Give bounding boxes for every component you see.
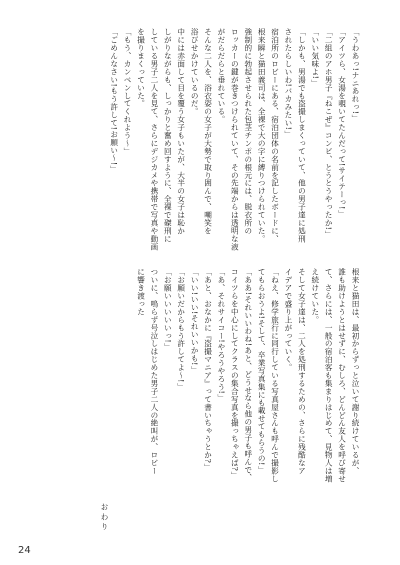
- text-line: 浴びせかけているのだ。: [190, 28, 200, 116]
- text-line: 中には赤面して目を覆う女子もいたが、大半の女子は恥か: [176, 28, 186, 235]
- text-line: 「お願いだからもう許してよ〜!」: [176, 268, 186, 391]
- text-line: されたらしいわ!バカみたい!」: [283, 28, 293, 139]
- text-line: を撮りまくっていた。: [136, 28, 146, 108]
- text-line: 「しかも、男湯でも盗撮しまくっていて、他の男子達に処刑: [297, 28, 307, 243]
- text-line: 「あ、それサイコー!やろうやろう!」: [216, 268, 226, 403]
- text-line: ロッカーの鍵が巻きつけられていて、その先端からは透明な液: [230, 28, 240, 251]
- text-line: 「もう、カンベンしてくれよう〜」: [123, 28, 133, 156]
- text-line: 宿泊所のロビーにある、宿泊団体の名前を記したボードに、: [270, 28, 280, 243]
- text-line: 「アイツら、女湯を覗いてたんだって!サイテーっ!」: [337, 28, 347, 218]
- text-line: 根来瞬と猫田義司は、全裸で大の字に縛りつけられていた。: [257, 28, 267, 243]
- upper-text-block: [28, 28, 362, 253]
- text-line: 「二組のアホ男子『ねこぜ』コンビ、とうとうやったか!」: [324, 28, 334, 239]
- text-line: しがりながらも、しっかりと奮め回すように、全裸で磔刑に: [163, 28, 173, 243]
- text-line: 「ごめんなさい!もう許して!お願い〜!」: [109, 28, 119, 174]
- text-line: 強制的に勃起させられた包茎チンポの根元には、脱衣所の: [243, 28, 253, 235]
- text-line: てもらおうよ!そして、卒業写真集にも載せてもらうの!」: [257, 268, 267, 474]
- text-line: 「ねえ、修学旅行に同行している写真屋さんも呼んで撮影し: [270, 268, 280, 483]
- text-line: 「お願いいいいいっ!」: [163, 268, 173, 351]
- text-line: 「いい気味よ!」: [310, 28, 320, 88]
- text-line: 「あと、おなかに『盗撮マニア』って書いちゃうとか?」: [203, 268, 213, 472]
- text-line: ついに、嗚らず号泣しはじめた男子二人の絶叫が、ロビー: [149, 268, 159, 475]
- text-line: え続けていた。: [310, 268, 320, 324]
- text-line: 「ああ!それいいわね!あと、どうせなら他の男子も呼んで、: [243, 268, 253, 482]
- text-line: て、さらには、一般の宿泊客も集まりはじめて、見物人は増: [324, 268, 334, 483]
- text-line: がだらだらと垂れている。: [216, 28, 226, 124]
- lower-text-block: [90, 268, 362, 500]
- ending-mark: おわり: [100, 503, 109, 532]
- text-line: そして女子達は、二人を処刑するための、さらに残酷なア: [297, 268, 307, 475]
- text-line: に響き渡った: [136, 268, 146, 316]
- text-line: 誰も助けようとはせずに、むしろ、どんどん友人を呼び寄せ: [337, 268, 347, 483]
- text-line: 「いい!いい!それいいかも!」: [190, 268, 200, 374]
- page-number: 24: [18, 545, 31, 556]
- text-line: イデアで盛り上がっていく。: [283, 268, 293, 372]
- text-line: 根来と猫田は、最初からずっと泣いて謝り続けているが、: [351, 268, 360, 475]
- text-line: コイツらを中心にしてクラスの集合写真を撮っちゃえば?」: [230, 268, 240, 480]
- text-line: そんな二人を、浴衣姿の女子が大勢で取り囲んで、嘲笑を: [203, 28, 213, 235]
- text-line: している男子二人を見て、さらにデジカメや携帯で写真や動画: [149, 28, 159, 251]
- text-line: 「うわあっ!ナニあれっ!」: [351, 28, 360, 123]
